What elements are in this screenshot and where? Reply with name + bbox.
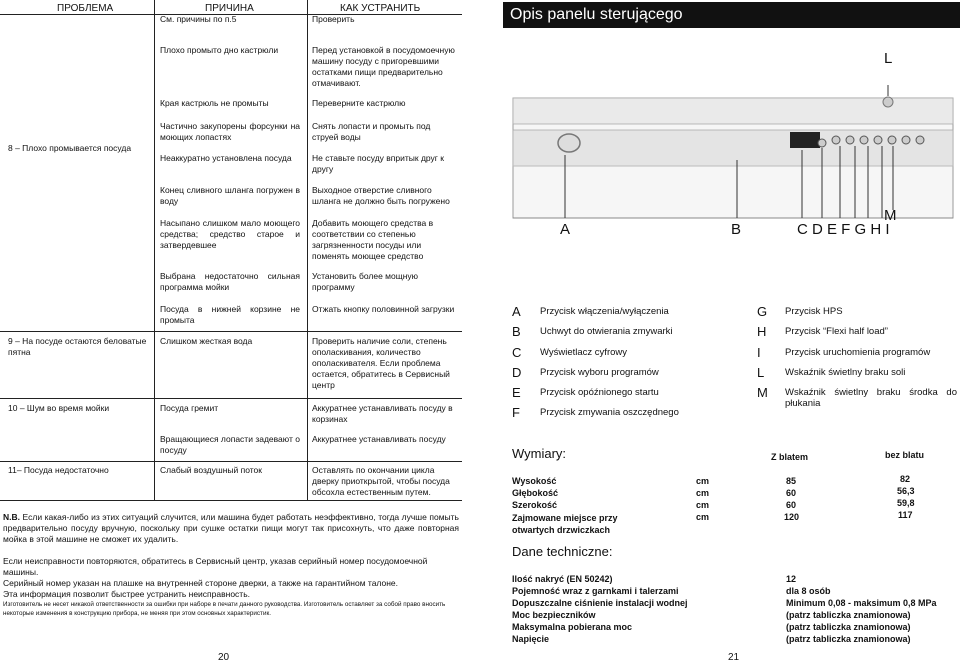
legend-item: Przycisk opóźnionego startu <box>540 387 659 398</box>
disclaimer: Изготовитель не несет никакой ответственности за ошибки при наборе в печати данного руководства. Изготовитель оставляет за собой право вносить некоторые изменения в конструкцию прибора, не меняя при этом основных характеристик. <box>3 601 446 617</box>
row-rule <box>0 398 462 399</box>
row-rule <box>0 500 462 501</box>
cause-cell: Неаккуратно установлена посуда <box>160 153 292 163</box>
header-fix: КАК УСТРАНИТЬ <box>340 3 421 14</box>
problem-9: 9 – На посуде остаются беловатые пятна <box>8 336 147 357</box>
legend-item: Przycisk HPS <box>785 306 843 317</box>
dimensions-title: Wymiary: <box>512 446 567 461</box>
tech-value: (patrz tabliczka znamionowa) <box>786 610 911 620</box>
dim-without-top: 56,3 <box>897 486 915 496</box>
dim-unit: cm <box>696 488 710 498</box>
tech-label: Pojemność wraz z garnkami i talerzami <box>512 586 679 596</box>
col-with-top: Z blatem <box>771 452 809 462</box>
dim-with-top: 60 <box>786 488 797 498</box>
nb-text: Если какая-либо из этих ситуаций случится, или машина будет работать неэффективно, тогда лучше помыть предварительно посуду вручную, поскольку при сушке остатки пищи могут так присохнуть, что даже повторная мойка в этой машине не сможет их удалить. <box>3 512 459 544</box>
dim-with-top: 85 <box>786 476 797 486</box>
legend-letter: I <box>757 345 761 360</box>
cause-cell: См. причины по п.5 <box>160 14 237 24</box>
fix-cell: Переверните кастрюлю <box>312 98 406 108</box>
legend-letter: D <box>512 365 522 380</box>
problem-8: 8 – Плохо промывается посуда <box>8 143 132 153</box>
section-title: Opis panelu sterującego <box>510 6 683 23</box>
column-divider <box>307 14 308 501</box>
legend-letter: E <box>512 385 521 400</box>
dim-unit: cm <box>696 476 710 486</box>
tech-label: Maksymalna pobierana moc <box>512 622 633 632</box>
legend-letter: M <box>757 385 768 400</box>
tech-value: (patrz tabliczka znamionowa) <box>786 622 911 632</box>
tech-label: Moc bezpieczników <box>512 610 596 620</box>
legend-item: Przycisk włączenia/wyłączenia <box>540 306 669 317</box>
dim-label: Zajmowane miejsce przy otwartych drzwiczkach <box>512 513 618 535</box>
service-line: Эта информация позволит быстрее устранить неисправность. <box>3 589 250 599</box>
label-CDEFGHI: C D E F G H I <box>797 221 890 238</box>
cause-cell: Конец сливного шланга погружен в воду <box>160 185 300 206</box>
problem-10: 10 – Шум во время мойки <box>8 403 110 413</box>
service-line: Если неисправности повторяются, обратитесь в Сервисный центр, указав серийный номер посудомоечной машины. <box>3 556 428 577</box>
dim-with-top: 60 <box>786 500 797 510</box>
tech-value: dla 8 osób <box>786 586 831 596</box>
row-rule <box>0 331 462 332</box>
tech-value: 12 <box>786 574 797 584</box>
service-note <box>3 556 461 600</box>
cause-cell: Вращающиеся лопасти задевают о посуду <box>160 434 300 455</box>
fix-cell: Оставлять по окончании цикла дверку приоткрытой, чтобы посуда обсохла естественным путем. <box>312 465 450 497</box>
dim-with-top: 120 <box>784 512 800 522</box>
header-cause: ПРИЧИНА <box>205 3 254 14</box>
label-L: L <box>884 50 893 67</box>
tech-value: (patrz tabliczka znamionowa) <box>786 634 911 644</box>
dim-label: Głębokość <box>512 488 559 498</box>
fix-cell: Выходное отверстие сливного шланга не должно быть погружено <box>312 185 450 206</box>
dim-label: Szerokość <box>512 500 558 510</box>
tech-title: Dane techniczne: <box>512 544 613 559</box>
fix-cell: Проверить <box>312 14 355 24</box>
legend-letter: L <box>757 365 765 380</box>
fix-cell: Аккуратнее устанавливать посуду в корзинах <box>312 403 453 424</box>
dim-without-top: 117 <box>898 510 913 520</box>
legend-letter: G <box>757 304 768 319</box>
column-divider <box>154 14 155 501</box>
dim-without-top: 82 <box>900 474 911 484</box>
legend-letter: A <box>512 304 521 319</box>
fix-cell: Установить более мощную программу <box>312 271 419 292</box>
cause-cell: Частично закупорены форсунки на моющих лопастях <box>160 121 300 142</box>
legend-letter: B <box>512 324 521 339</box>
fix-cell: Снять лопасти и промыть под струей воды <box>312 121 431 142</box>
cause-cell: Выбрана недостаточно сильная программа мойки <box>160 271 300 292</box>
legend-letter: C <box>512 345 522 360</box>
page-number-right: 21 <box>728 652 740 663</box>
dim-without-top: 59,8 <box>897 498 915 508</box>
cause-cell: Слишком жесткая вода <box>160 336 253 346</box>
service-line: Серийный номер указан на плашке на внутренней стороне дверки, а также на гарантийном талоне. <box>3 578 398 588</box>
legend-item: Wskaźnik świetlny braku soli <box>785 367 906 378</box>
legend-item: Uchwyt do otwierania zmywarki <box>540 326 673 337</box>
fix-cell: Отжать кнопку половинной загрузки <box>312 304 455 314</box>
label-B: B <box>731 221 742 238</box>
legend-letter: H <box>757 324 767 339</box>
label-A: A <box>560 221 571 238</box>
row-rule <box>0 461 462 462</box>
legend-item: Wskaźnik świetlny braku środka do płukania <box>785 387 957 409</box>
fix-cell: Аккуратнее устанавливать посуду <box>312 434 446 444</box>
fix-cell: Добавить моющего средства в соответствии со степенью загрязненности посуды или поменять моющее средство <box>312 218 434 261</box>
legend-item: Przycisk “Flexi half load” <box>785 326 888 337</box>
legend-letter: F <box>512 405 520 420</box>
fix-cell: Перед установкой в посудомоечную машину посуду с пригоревшими остатками пищи предварительно отмачивают. <box>312 45 455 88</box>
fix-cell: Не ставьте посуду впритык друг к другу <box>312 153 444 174</box>
tech-label: Ilość nakryć (EN 50242) <box>512 574 613 584</box>
nb-label: N.B. <box>3 512 20 522</box>
dim-unit: cm <box>696 512 710 522</box>
cause-cell: Плохо промыто дно кастрюли <box>160 45 279 55</box>
problem-11: 11– Посуда недостаточно <box>8 465 109 475</box>
label-M: M <box>884 207 897 224</box>
legend-item: Przycisk zmywania oszczędnego <box>540 407 679 418</box>
tech-label: Napięcie <box>512 634 550 644</box>
cause-cell: Слабый воздушный поток <box>160 465 263 475</box>
cause-cell: Края кастрюль не промыты <box>160 98 269 108</box>
col-without-top: bez blatu <box>885 450 925 460</box>
cause-cell: Насыпано слишком мало моющего средства; средство старое и затвердевшее <box>160 218 300 250</box>
page-number-left: 20 <box>218 652 230 663</box>
cause-cell: Посуда гремит <box>160 403 219 413</box>
dim-unit: cm <box>696 500 710 510</box>
tech-value: Minimum 0,08 - maksimum 0,8 MPa <box>786 598 937 608</box>
legend-item: Wyświetlacz cyfrowy <box>540 347 628 358</box>
tech-label: Dopuszczalne ciśnienie instalacji wodnej <box>512 598 688 608</box>
header-problem: ПРОБЛЕМА <box>57 3 114 14</box>
cause-cell: Посуда в нижней корзине не промыта <box>160 304 300 325</box>
fix-cell: Проверить наличие соли, степень ополаскивания, количество ополаскивателя. Если проблема остается, обратитесь в Сервисный центр <box>312 336 450 390</box>
legend-item: Przycisk wyboru programów <box>540 367 659 378</box>
nb-note <box>3 512 459 545</box>
legend-item: Przycisk uruchomienia programów <box>785 347 931 358</box>
dim-label: Wysokość <box>512 476 557 486</box>
